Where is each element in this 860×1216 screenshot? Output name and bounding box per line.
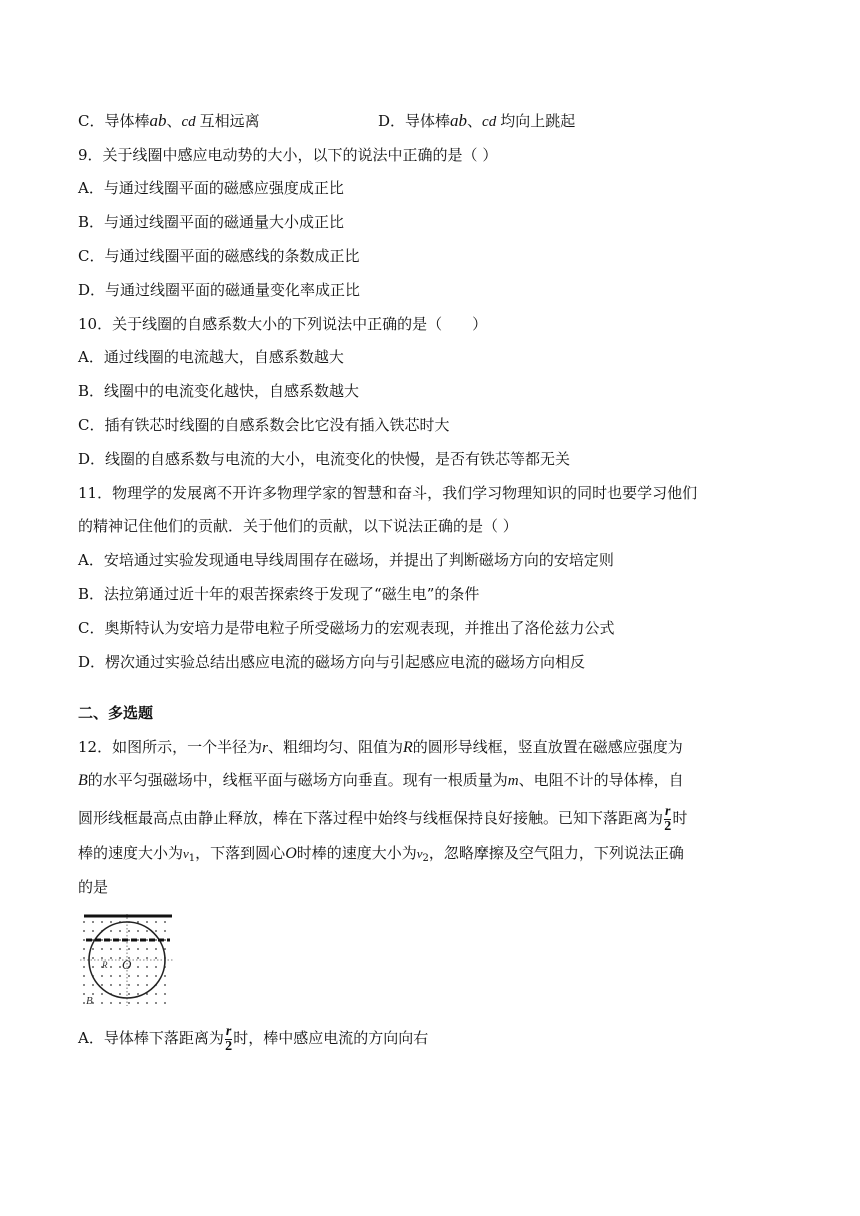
field-dot (83, 975, 85, 977)
q12-var-O: O (285, 845, 297, 862)
q10-option-a: A．通过线圈的电流越大，自感系数越大 (78, 348, 344, 366)
q12-a-text-post: 时，棒中感应电流的方向向右 (233, 1029, 429, 1047)
q10-stem: 10．关于线圈的自感系数大小的下列说法中正确的是（ ） (78, 315, 488, 333)
field-dot (155, 930, 157, 932)
q12-l4-text-a: 棒的速度大小为 (78, 844, 184, 862)
field-dot (137, 939, 139, 941)
q9-option-c: C．与通过线圈平面的磁感线的条数成正比 (78, 247, 360, 265)
field-dot (110, 966, 112, 968)
q11-option-b: B．法拉第通过近十年的艰苦探索终于发现了“磁生电”的条件 (78, 585, 480, 603)
field-dot (83, 957, 85, 959)
q12-var-r: r (262, 740, 268, 756)
q12-fraction-r-over-2 (664, 805, 671, 834)
field-dot (137, 1002, 139, 1004)
field-dot (137, 966, 139, 968)
field-dot (137, 957, 139, 959)
q12-stem-line4 (78, 842, 684, 864)
field-dot (128, 930, 130, 932)
q12-l4-text-c: 时棒的速度大小为 (296, 844, 417, 862)
label-B: B (86, 995, 93, 1007)
field-dot (101, 993, 103, 995)
q8-d-var-ab: ab (450, 111, 468, 130)
q12-var-m: m (507, 773, 519, 789)
field-dot (164, 921, 166, 923)
field-dot (137, 993, 139, 995)
q12-var-v1: v (183, 846, 189, 861)
q12-option-a (78, 1020, 428, 1056)
field-dot (155, 957, 157, 959)
field-dot (146, 966, 148, 968)
field-dot (146, 939, 148, 941)
field-dot (146, 984, 148, 986)
field-dot (110, 984, 112, 986)
q8-option-d (378, 110, 575, 132)
field-dot (92, 966, 94, 968)
field-dot (137, 948, 139, 950)
field-dot (92, 948, 94, 950)
field-dot (101, 984, 103, 986)
fraction-numerator: r (225, 1023, 232, 1039)
q8-c-var-cd: cd (181, 114, 196, 130)
field-dot (155, 921, 157, 923)
field-dot (101, 957, 103, 959)
field-dot (83, 984, 85, 986)
q12-l3-text: 圆形线框最高点由静止释放，棒在下落过程中始终与线框保持良好接触。已知下落距离为 (78, 809, 664, 827)
q8-c-post: 互相远离 (199, 112, 260, 130)
q8-c-sep: 、 (166, 112, 182, 130)
field-dot (155, 993, 157, 995)
field-dot (155, 1002, 157, 1004)
q12-l4-text-d: ，忽略摩擦及空气阻力，下列说法正确 (428, 844, 684, 862)
field-dot (119, 939, 121, 941)
field-dot (128, 1002, 130, 1004)
field-dot (83, 966, 85, 968)
q12-sub-2: 2 (422, 853, 429, 864)
fraction-denominator: 2 (225, 1038, 233, 1054)
q11-option-c: C．奥斯特认为安培力是带电粒子所受磁场力的宏观表现，并推出了洛伦兹力公式 (78, 619, 615, 637)
q8-c-var-ab: ab (149, 111, 167, 130)
q8-d-sep: 、 (467, 112, 483, 130)
q9-option-b: B．与通过线圈平面的磁通量大小成正比 (78, 213, 345, 231)
field-dot (164, 975, 166, 977)
field-dot (155, 966, 157, 968)
q12-stem-line2 (78, 769, 684, 791)
q12-l1-text-b: 、粗细均匀、阻值为 (267, 738, 403, 756)
fraction-numerator: r (665, 803, 671, 819)
field-dot (119, 1002, 121, 1004)
field-dot (92, 984, 94, 986)
field-dot (110, 948, 112, 950)
field-dot (119, 984, 121, 986)
q11-option-a: A．安培通过实验发现通电导线周围存在磁场，并提出了判断磁场方向的安培定则 (78, 551, 614, 569)
q8-d-var-cd: cd (482, 114, 497, 130)
q12-stem-line5: 的是 (78, 878, 109, 896)
field-dot (128, 948, 130, 950)
field-dot (146, 1002, 148, 1004)
field-dot (83, 921, 85, 923)
field-dot (128, 993, 130, 995)
q12-sub-1: 1 (188, 853, 196, 864)
field-dot (110, 975, 112, 977)
field-dot (146, 921, 148, 923)
q8-c-text: C．导体棒 (78, 112, 150, 130)
q8-d-text: D．导体棒 (378, 112, 451, 130)
q9-option-d: D．与通过线圈平面的磁通量变化率成正比 (78, 281, 361, 299)
q8-d-post: 均向上跳起 (500, 112, 576, 130)
q10-option-b: B．线圈中的电流变化越快，自感系数越大 (78, 382, 360, 400)
field-dot (92, 921, 94, 923)
q10-option-c: C．插有铁芯时线圈的自感系数会比它没有插入铁芯时大 (78, 416, 450, 434)
q12-l1-text-c: 的圆形导线框，竖直放置在磁感应强度为 (412, 738, 683, 756)
q12-a-text-pre: A．导体棒下落距离为 (78, 1029, 224, 1047)
field-dot (92, 930, 94, 932)
field-dot (110, 957, 112, 959)
field-dot (101, 975, 103, 977)
field-dot (164, 984, 166, 986)
q12-a-fraction-r-over-2 (225, 1025, 232, 1054)
q12-l2-text-a: 的水平匀强磁场中，线框平面与磁场方向垂直。现有一根质量为 (87, 771, 508, 789)
q12-l3-end: 时 (672, 809, 688, 827)
q12-var-v2: v (416, 846, 423, 861)
field-dot (119, 957, 121, 959)
fraction-denominator: 2 (664, 818, 672, 834)
field-dot (83, 1002, 85, 1004)
q12-var-B: B (78, 772, 88, 789)
field-dot (164, 930, 166, 932)
q12-l2-text-b: 、电阻不计的导体棒，自 (518, 771, 684, 789)
q11-stem-line1: 11．物理学的发展离不开许多物理学家的智慧和奋斗，我们学习物理知识的同时也要学习他们 (78, 484, 698, 502)
field-dot (110, 939, 112, 941)
field-dot (119, 930, 121, 932)
label-O: O (122, 957, 132, 972)
field-dot (146, 957, 148, 959)
field-dot (83, 930, 85, 932)
field-dot (119, 966, 121, 968)
field-dot (92, 957, 94, 959)
field-dot (137, 984, 139, 986)
q12-figure (78, 912, 176, 1008)
q10-option-d: D．线圈的自感系数与电流的大小，电流变化的快慢，是否有铁芯等都无关 (78, 450, 571, 468)
field-dot (164, 1002, 166, 1004)
q12-stem-line1 (78, 736, 683, 758)
field-dot (110, 921, 112, 923)
q9-stem: 9．关于线圈中感应电动势的大小，以下的说法中正确的是（ ） (78, 146, 498, 164)
section-heading-multiple-choice: 二、多选题 (78, 704, 154, 722)
q12-stem-line3 (78, 800, 687, 836)
field-dot (164, 993, 166, 995)
field-dot (164, 939, 166, 941)
field-dot (101, 948, 103, 950)
label-R: R (102, 960, 108, 970)
field-dot (137, 930, 139, 932)
field-dot (110, 930, 112, 932)
field-dot (137, 975, 139, 977)
field-dot (110, 1002, 112, 1004)
field-dot (83, 948, 85, 950)
field-dot (119, 993, 121, 995)
field-dot (101, 939, 103, 941)
field-dot (83, 993, 85, 995)
q11-option-d: D．楞次通过实验总结出感应电流的磁场方向与引起感应电流的磁场方向相反 (78, 653, 586, 671)
q11-stem-line2: 的精神记住他们的贡献．关于他们的贡献，以下说法正确的是（ ） (78, 517, 518, 535)
field-dot (155, 948, 157, 950)
q9-option-a: A．与通过线圈平面的磁感应强度成正比 (78, 179, 344, 197)
field-dot (101, 1002, 103, 1004)
q12-l4-text-b: ，下落到圆心 (195, 844, 286, 862)
field-dot (128, 984, 130, 986)
field-dot (83, 939, 85, 941)
field-dot (146, 948, 148, 950)
field-dot (146, 930, 148, 932)
field-dot (146, 975, 148, 977)
q12-l1-text-a: 12．如图所示，一个半径为 (78, 738, 263, 756)
field-dot (119, 948, 121, 950)
field-dot (128, 975, 130, 977)
field-dot (101, 921, 103, 923)
field-dot (128, 939, 130, 941)
q12-var-R: R (402, 739, 413, 756)
field-dot (155, 939, 157, 941)
q8-option-c (78, 110, 260, 132)
circle-frame-diagram (78, 912, 176, 1008)
field-dot (155, 975, 157, 977)
field-dot (119, 975, 121, 977)
